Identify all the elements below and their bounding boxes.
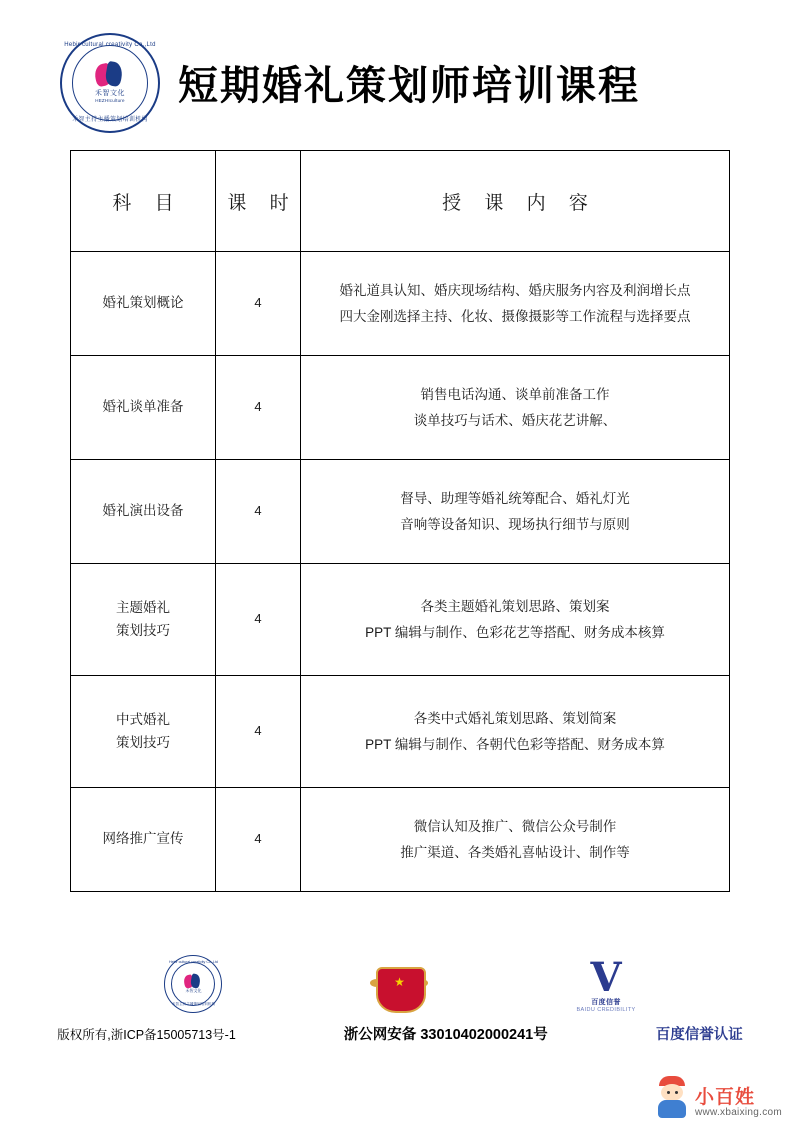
cell-subject: 婚礼演出设备 <box>71 460 216 564</box>
column-header-hours: 课 时 <box>216 151 301 252</box>
table-row <box>71 788 730 892</box>
cell-hours: 4 <box>216 252 301 356</box>
cell-hours: 4 <box>216 564 301 676</box>
cell-hours: 4 <box>216 676 301 788</box>
baidu-badge-en-label: BAIDU CREDIBILITY <box>576 1007 636 1013</box>
baidu-credibility-badge[interactable] <box>576 955 635 1013</box>
table-row <box>71 356 730 460</box>
page-header <box>0 0 800 123</box>
table-row <box>71 460 730 564</box>
cell-subject: 主题婚礼 策划技巧 <box>71 564 216 676</box>
cell-subject: 婚礼谈单准备 <box>71 356 216 460</box>
seal-ring-bottom-text: 禾智主持主播策划培训机构 <box>72 116 148 123</box>
table-body <box>71 252 730 892</box>
seal-company-name-en: HEZHIculture <box>95 97 125 103</box>
ribbon-icon <box>183 974 203 989</box>
cell-content: 各类中式婚礼策划思路、策划简案 PPT 编辑与制作、各朝代色彩等搭配、财务成本算 <box>301 676 730 788</box>
cell-subject: 网络推广宣传 <box>71 788 216 892</box>
seal-company-name-cn: 禾智文化 <box>95 89 125 97</box>
cell-content: 督导、助理等婚礼统筹配合、婚礼灯光 音响等设备知识、现场执行细节与原则 <box>301 460 730 564</box>
baidu-badge-cn-label: 百度信誉 <box>591 999 621 1006</box>
column-header-subject: 科 目 <box>71 151 216 252</box>
table-header <box>71 151 730 252</box>
police-registration-text: 浙公网安备 33010402000241号 <box>343 1027 548 1043</box>
baidu-v-icon: V <box>590 954 622 1001</box>
table-row <box>71 564 730 676</box>
watermark-title: 小百姓 <box>694 1087 755 1108</box>
cell-hours: 4 <box>216 460 301 564</box>
cell-hours: 4 <box>216 788 301 892</box>
cell-content: 销售电话沟通、谈单前准备工作 谈单技巧与话术、婚庆花艺讲解、 <box>301 356 730 460</box>
icp-license-text: 版权所有,浙ICP备15005713号-1 <box>57 1028 236 1042</box>
ribbon-icon <box>93 62 127 88</box>
course-table-wrapper <box>70 150 730 892</box>
company-seal-small <box>164 955 222 1013</box>
footer-seal-ring-top-text: Hebir cultural creativity Co.,Ltd <box>169 960 218 964</box>
cell-hours: 4 <box>216 356 301 460</box>
cell-subject: 中式婚礼 策划技巧 <box>71 676 216 788</box>
seal-inner <box>72 45 148 121</box>
police-badge-wrapper <box>372 963 426 1013</box>
footer-company-seal-badge <box>164 955 222 1013</box>
company-seal-logo <box>60 33 160 133</box>
seal-ring-top-text: Hebir cultural creativity Co.,Ltd <box>64 41 156 48</box>
police-shield-icon: ★ <box>372 963 426 1013</box>
baidu-certification-text: 百度信誉认证 <box>655 1027 743 1043</box>
cell-subject: 婚礼策划概论 <box>71 252 216 356</box>
mascot-icon <box>655 1076 689 1118</box>
course-table <box>70 150 730 892</box>
watermark-url: www.xbaixing.com <box>694 1107 782 1118</box>
page-title: 短期婚礼策划师培训课程 <box>178 62 640 109</box>
footer-seal-company-name-cn: 禾智文化 <box>185 988 202 994</box>
cell-content: 各类主题婚礼策划思路、策划案 PPT 编辑与制作、色彩花艺等搭配、财务成本核算 <box>301 564 730 676</box>
table-row <box>71 676 730 788</box>
cell-content: 微信认知及推广、微信公众号制作 推广渠道、各类婚礼喜帖设计、制作等 <box>301 788 730 892</box>
footer-badges <box>0 945 800 1013</box>
cell-content: 婚礼道具认知、婚庆现场结构、婚庆服务内容及利润增长点 四大金刚选择主持、化妆、摄像摄影等工作流程与选择要点 <box>301 252 730 356</box>
footer-captions <box>0 1023 800 1044</box>
page-footer <box>0 945 800 1044</box>
column-header-content: 授 课 内 容 <box>301 151 730 252</box>
footer-seal-ring-bottom-text: 禾智主持主播策划培训机构 <box>171 1002 216 1006</box>
table-row <box>71 252 730 356</box>
table-header-row <box>71 151 730 252</box>
site-watermark <box>655 1076 782 1118</box>
